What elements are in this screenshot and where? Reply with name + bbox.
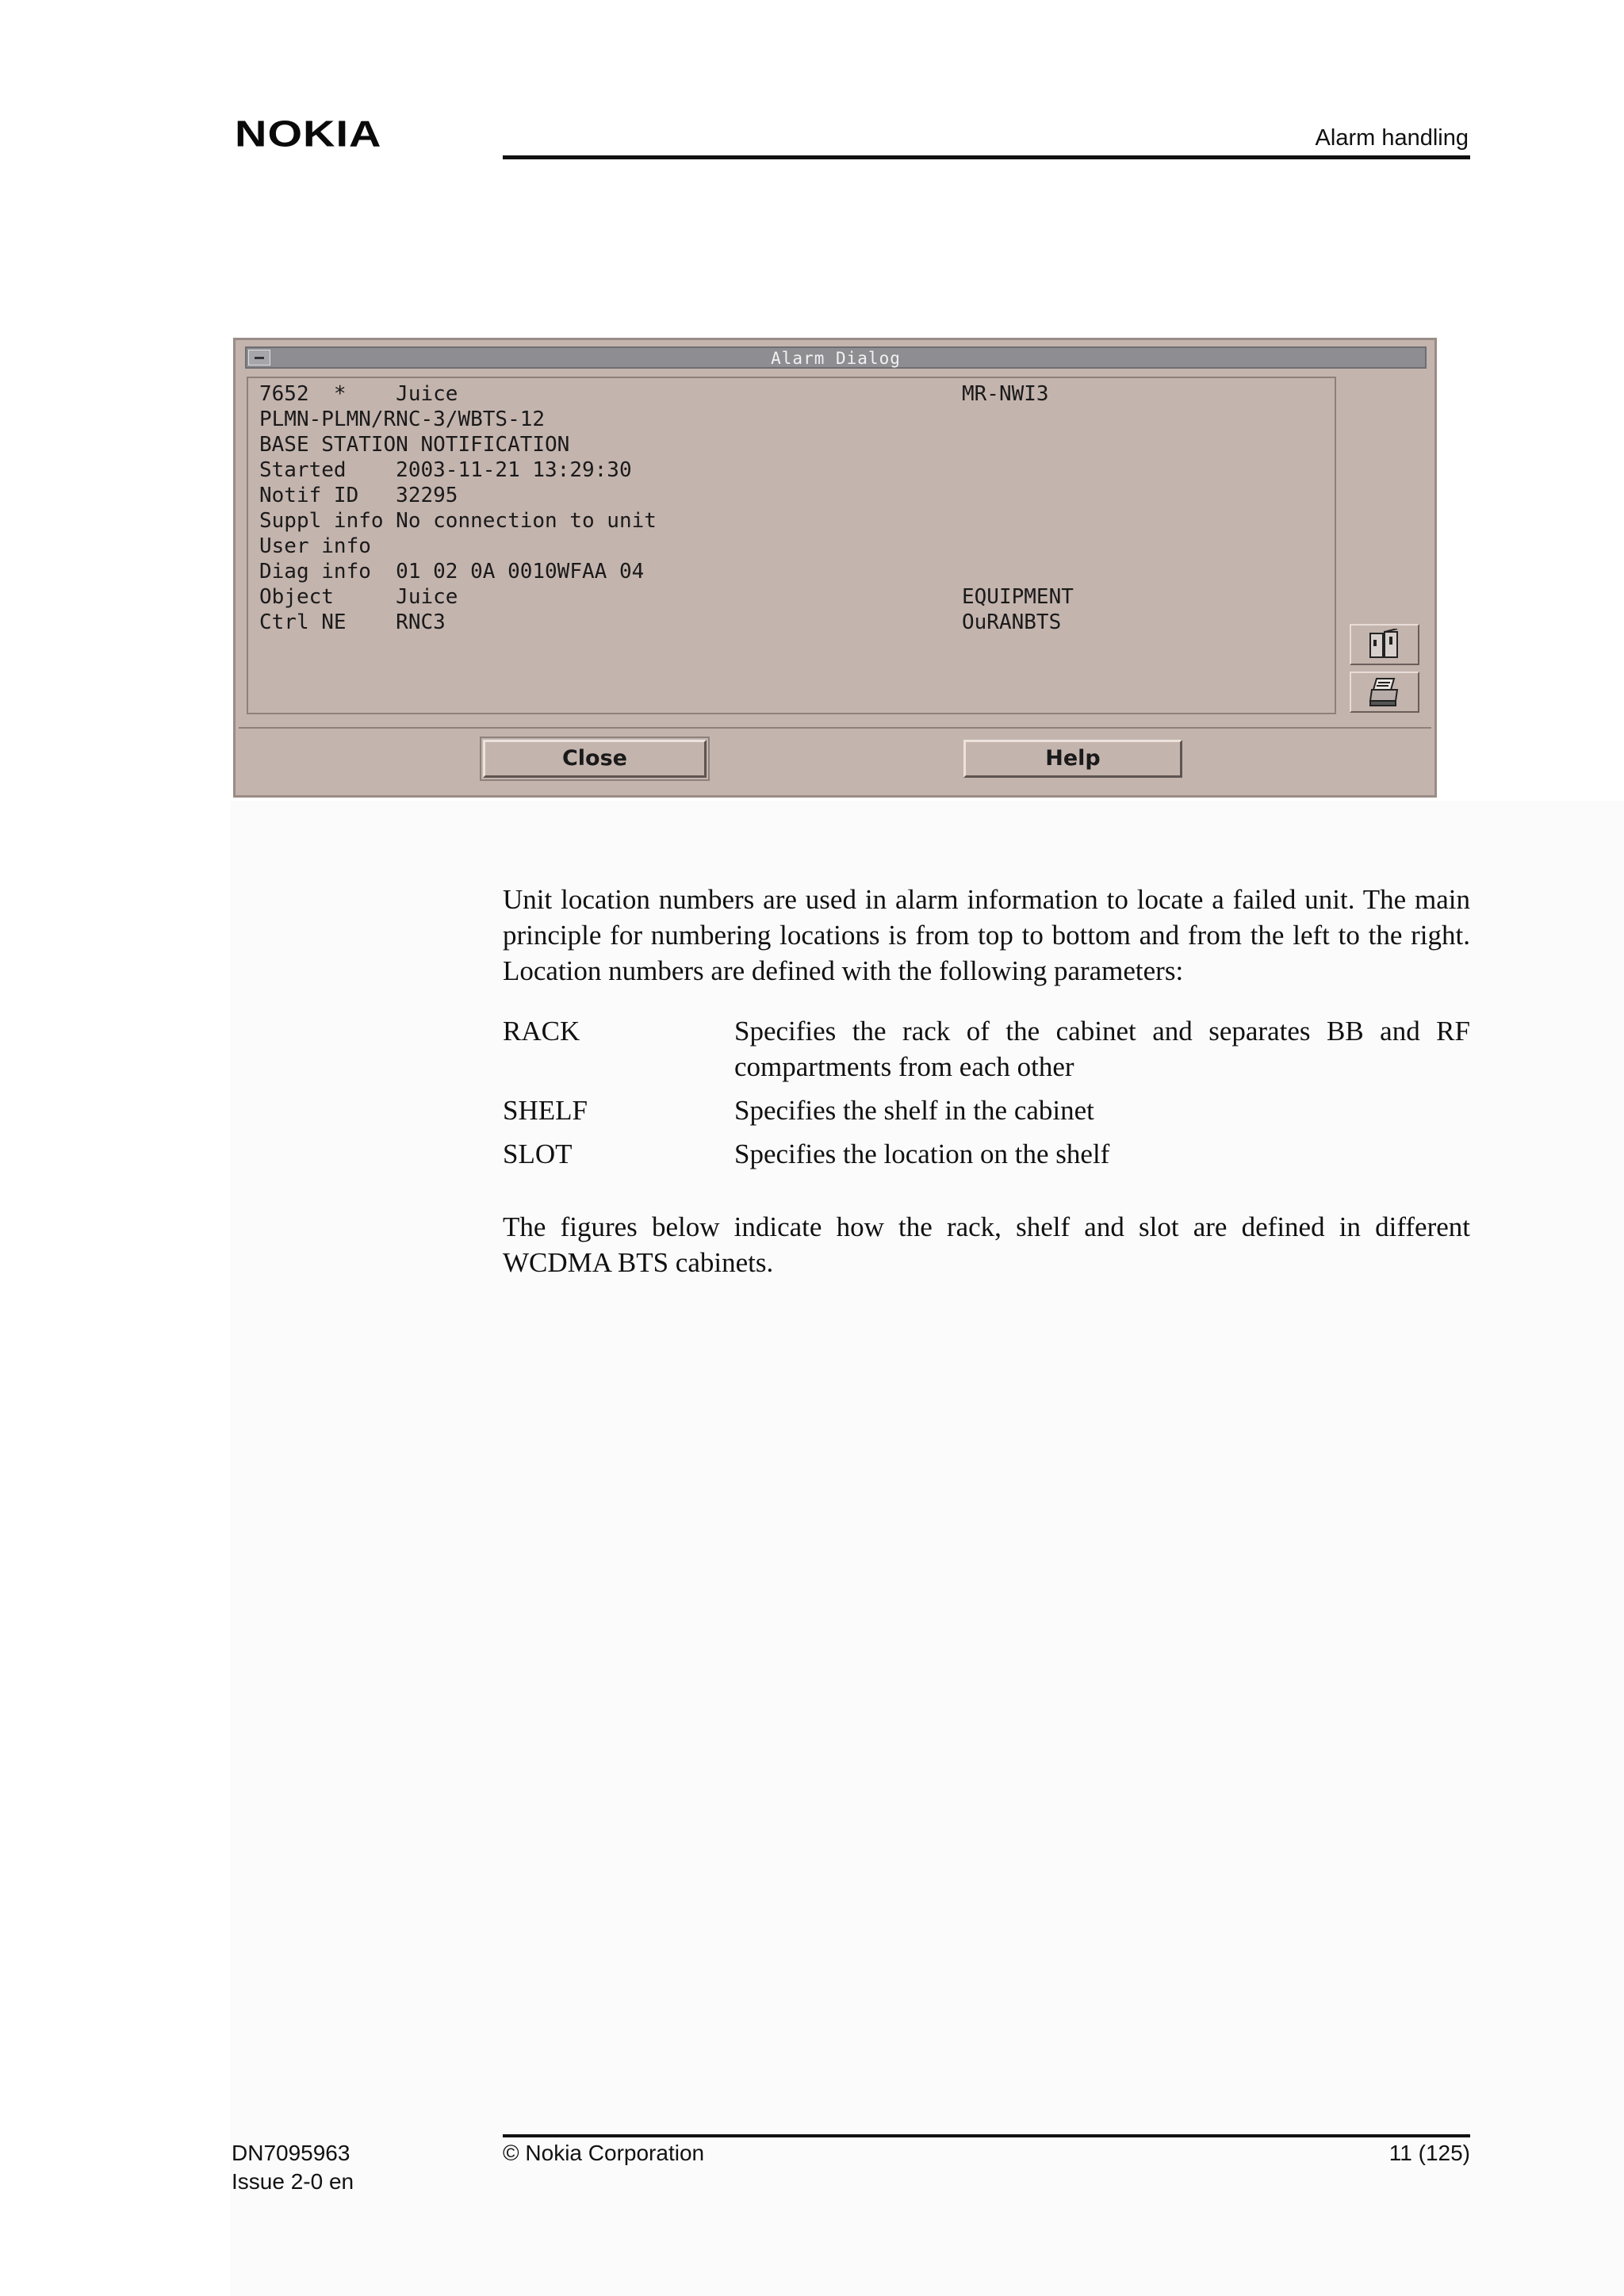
alarm-line: Object Juice — [259, 585, 458, 609]
param-name: RACK — [503, 1016, 580, 1047]
alarm-dialog — [233, 338, 1437, 798]
unit-info-icon — [1367, 629, 1402, 660]
unit-info-button[interactable] — [1350, 624, 1419, 665]
page-number: 11 (125) — [1388, 2141, 1470, 2165]
print-button[interactable] — [1350, 672, 1419, 713]
document-id: DN7095963 — [232, 2141, 350, 2165]
outro-paragraph: The figures below indicate how the rack, shelf and slot are defined in different WCDMA BTS cabinets. — [503, 1211, 1470, 1278]
alarm-line: 7652 * Juice — [259, 382, 458, 406]
footer-divider — [503, 2134, 1470, 2137]
help-button[interactable]: Help — [963, 740, 1182, 778]
param-description: Specifies the rack of the cabinet and separates BB and RF compartments from each other — [734, 1016, 1470, 1082]
print-icon — [1367, 677, 1402, 707]
header-divider — [503, 155, 1470, 159]
alarm-object-class: EQUIPMENT — [962, 585, 1074, 609]
alarm-line: Notif ID 32295 — [259, 484, 458, 507]
copyright-symbol: © — [503, 2141, 519, 2165]
copyright-holder: Nokia Corporation — [525, 2141, 705, 2165]
alarm-line: Started 2003-11-21 13:29:30 — [259, 458, 632, 482]
alarm-line: User info — [259, 534, 371, 558]
param-description: Specifies the location on the shelf — [734, 1138, 1110, 1169]
alarm-text-panel — [247, 377, 1336, 714]
button-bar-separator — [239, 727, 1431, 729]
copyright — [503, 2141, 704, 2166]
header-title: Alarm handling — [1315, 125, 1469, 151]
alarm-ne-type: OuRANBTS — [962, 610, 1062, 634]
alarm-line: Suppl info No connection to unit — [259, 509, 657, 533]
intro-paragraph: Unit location numbers are used in alarm information to locate a failed unit. The main principle for numbering locations is from top to bottom and from the left to the right. Location numbers are defined with the following parameters: — [503, 884, 1470, 986]
issue-number: Issue 2-0 en — [232, 2169, 354, 2194]
nokia-logo: NOKIA — [235, 113, 382, 155]
close-button[interactable]: Close — [483, 740, 707, 778]
alarm-line: PLMN-PLMN/RNC-3/WBTS-12 — [259, 408, 546, 431]
alarm-line: Ctrl NE RNC3 — [259, 610, 446, 634]
alarm-line: BASE STATION NOTIFICATION — [259, 433, 570, 457]
param-name: SHELF — [503, 1095, 588, 1126]
param-name: SLOT — [503, 1138, 573, 1169]
param-description: Specifies the shelf in the cabinet — [734, 1095, 1094, 1126]
alarm-ne-name: MR-NWI3 — [962, 382, 1049, 406]
dialog-titlebar[interactable] — [245, 346, 1427, 369]
dialog-title: Alarm Dialog — [771, 349, 901, 368]
alarm-line: Diag info 01 02 0A 0010WFAA 04 — [259, 560, 645, 584]
